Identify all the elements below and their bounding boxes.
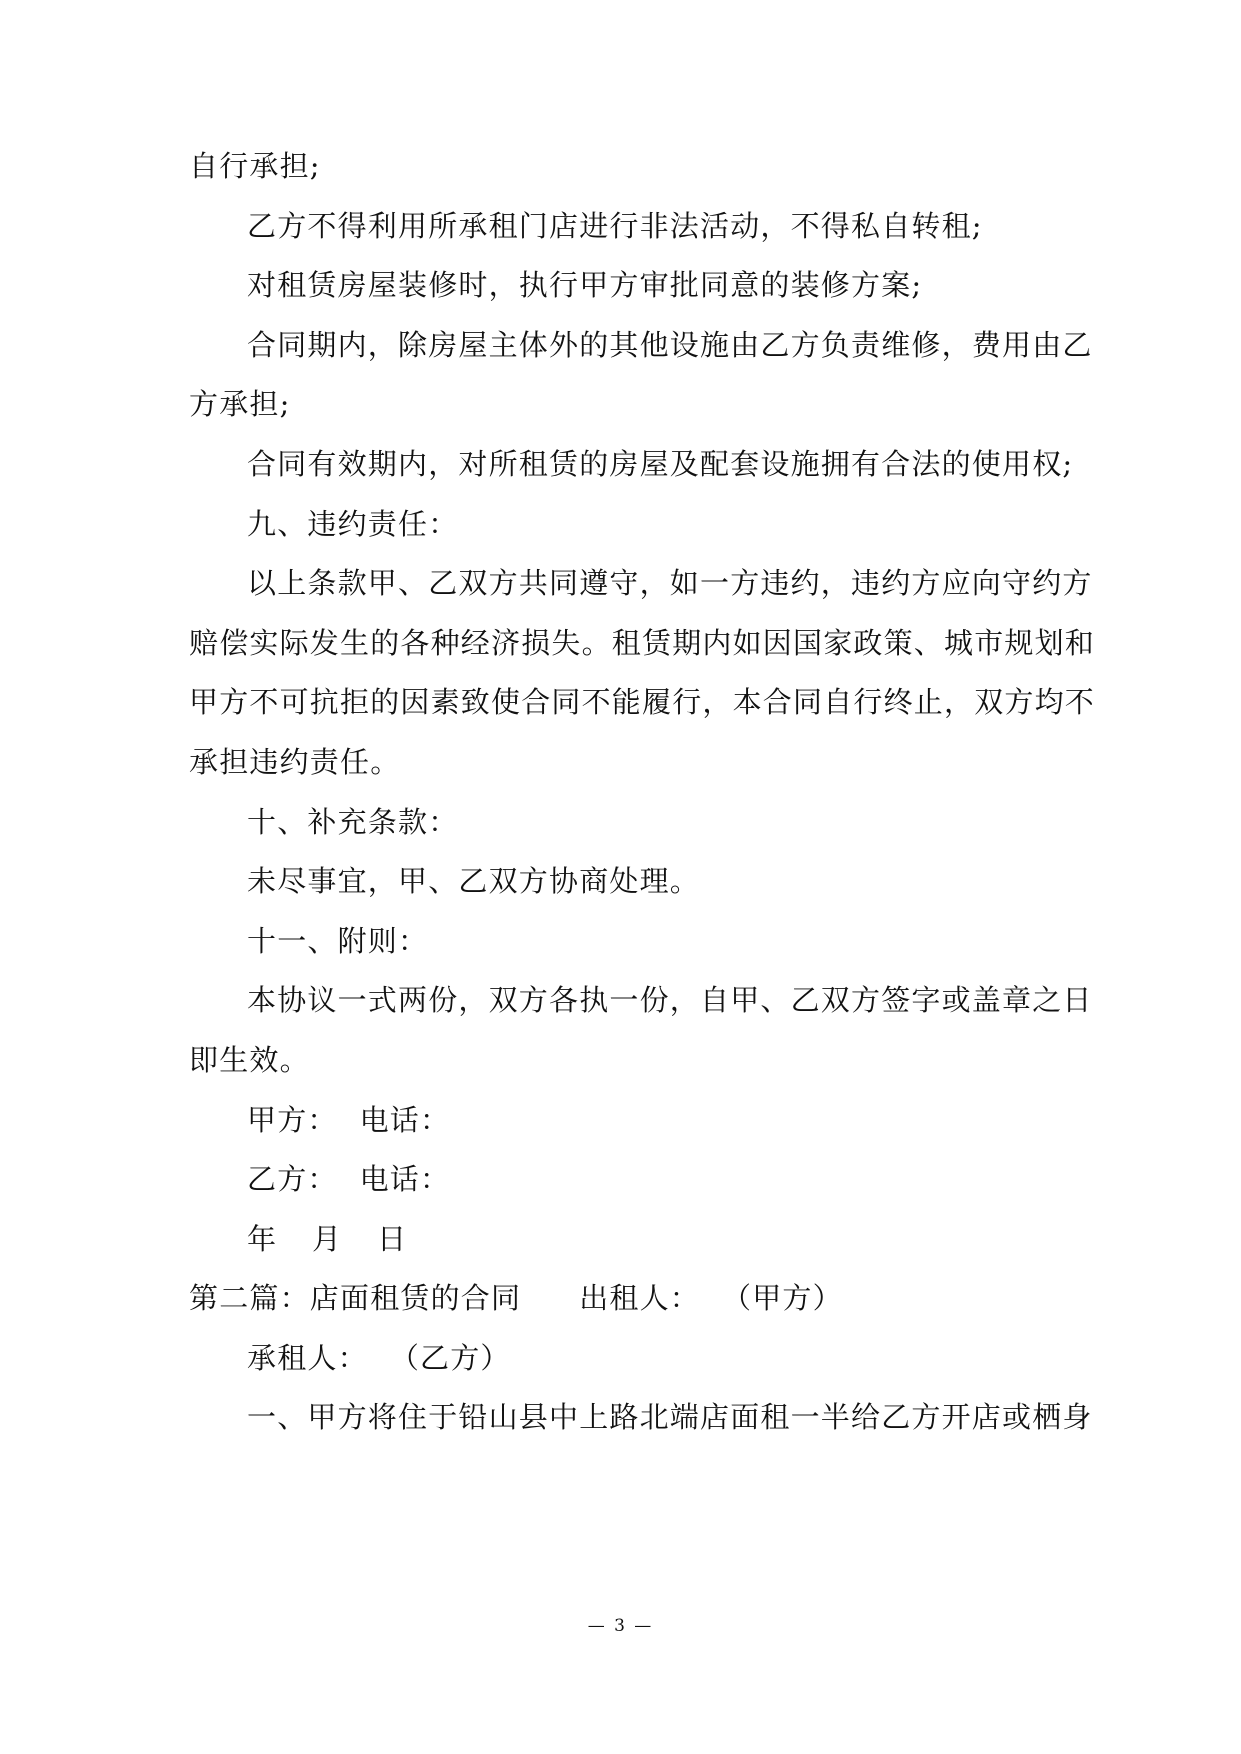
section-heading: 十、补充条款： — [247, 805, 459, 839]
signature-date — [247, 1222, 408, 1256]
party-b-phone-label: 电话： — [359, 1162, 451, 1196]
paragraph-line: 合同期内，除房屋主体外的其他设施由乙方负责维修，费用由乙 — [247, 328, 1093, 362]
section-heading: 九、违约责任： — [247, 507, 459, 541]
party-a-label: 甲方： — [247, 1103, 338, 1137]
paragraph-line: 赔偿实际发生的各种经济损失。租赁期内如因国家政策、城市规划和 — [189, 626, 1096, 660]
lessee-line — [247, 1341, 511, 1375]
paragraph-line: 方承担; — [189, 387, 291, 421]
page-number: — 3 — — [587, 1616, 654, 1636]
second-section-title: 第二篇：店面租赁的合同 — [189, 1281, 522, 1315]
paragraph-line: 合同有效期内，对所租赁的房屋及配套设施拥有合法的使用权; — [247, 447, 1074, 481]
paragraph-line: 以上条款甲、乙双方共同遵守，如一方违约，违约方应向守约方 — [247, 566, 1093, 600]
lessee-party: （乙方） — [389, 1341, 511, 1375]
paragraph-line: 自行承担; — [189, 149, 321, 183]
paragraph-line: 乙方不得利用所承租门店进行非法活动，不得私自转租; — [247, 209, 983, 243]
paragraph-line: 承担违约责任。 — [189, 745, 401, 779]
lessor-label: 出租人： — [579, 1281, 701, 1315]
date-month-label: 月 — [312, 1222, 343, 1256]
lessor-party: （甲方） — [722, 1281, 843, 1315]
paragraph-line: 甲方不可抗拒的因素致使合同不能履行，本合同自行终止，双方均不 — [189, 685, 1096, 719]
paragraph-line: 一、甲方将住于铅山县中上路北端店面租一半给乙方开店或栖身 — [247, 1400, 1093, 1434]
paragraph-line: 未尽事宜，甲、乙双方协商处理。 — [247, 864, 701, 898]
party-a-phone-label: 电话： — [359, 1103, 451, 1137]
signature-party-b — [247, 1162, 451, 1196]
party-b-label: 乙方： — [247, 1162, 338, 1196]
lessee-label: 承租人： — [247, 1341, 368, 1375]
second-section-heading — [189, 1281, 843, 1315]
paragraph-line: 对租赁房屋装修时，执行甲方审批同意的装修方案; — [247, 268, 923, 302]
date-year-label: 年 — [247, 1222, 278, 1256]
paragraph-line: 本协议一式两份，双方各执一份，自甲、乙双方签字或盖章之日 — [247, 983, 1093, 1017]
section-heading: 十一、附则： — [247, 924, 429, 958]
signature-party-a — [247, 1103, 451, 1137]
date-day-label: 日 — [377, 1222, 408, 1256]
paragraph-line: 即生效。 — [189, 1043, 310, 1077]
